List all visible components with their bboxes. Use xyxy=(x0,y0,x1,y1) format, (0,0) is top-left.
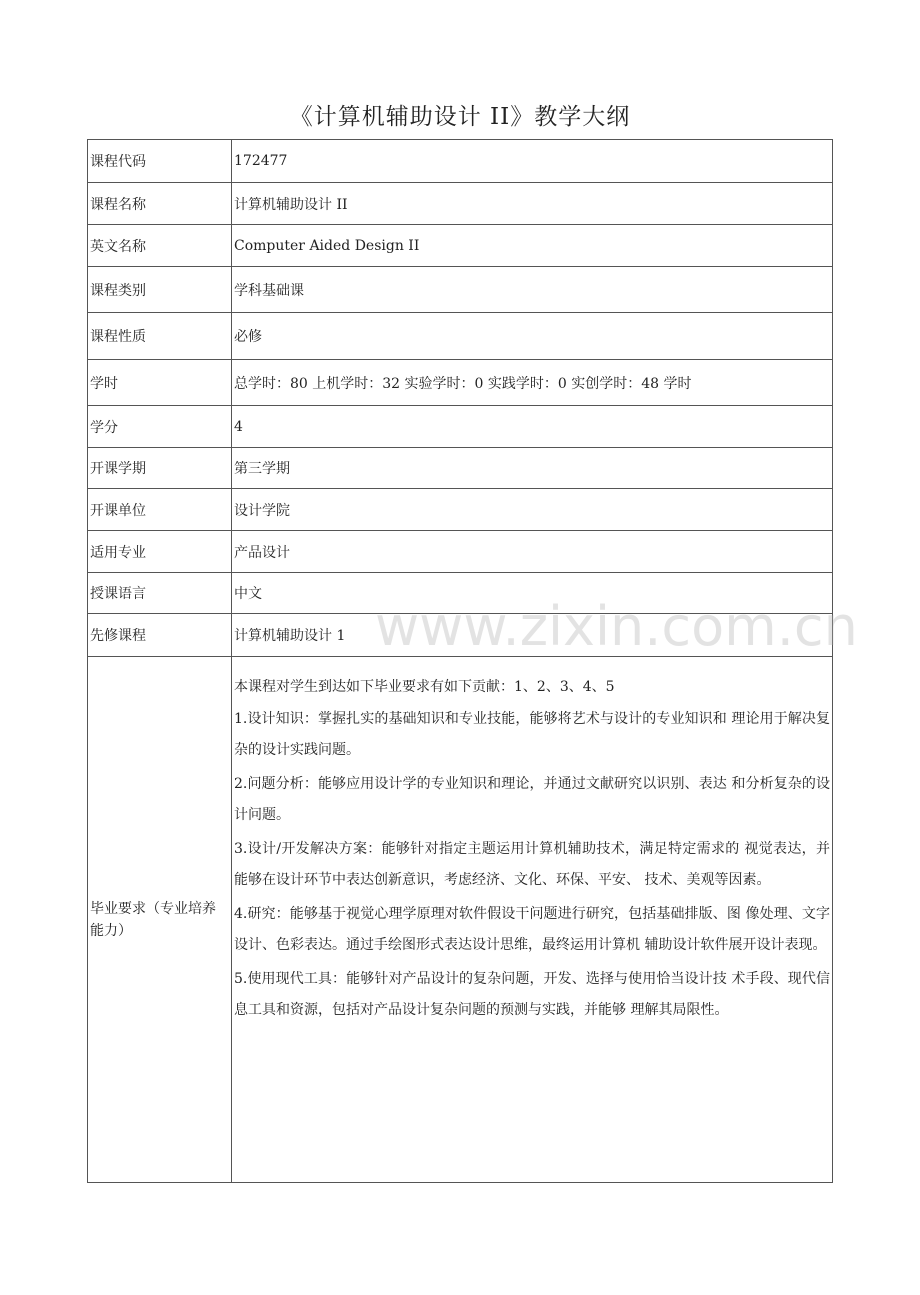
row-value: 学科基础课 xyxy=(232,267,833,313)
row-value: 设计学院 xyxy=(232,489,833,531)
row-label: 课程代码 xyxy=(88,140,232,183)
row-label: 课程类别 xyxy=(88,267,232,313)
table-row xyxy=(88,573,833,614)
table-row xyxy=(88,406,833,448)
document-title: 《计算机辅助设计 II》教学大纲 xyxy=(289,104,631,130)
row-value: 计算机辅助设计 1 xyxy=(232,614,833,657)
row-label: 学分 xyxy=(88,406,232,448)
table-row xyxy=(88,614,833,657)
graduation-label: 毕业要求（专业培养能力） xyxy=(88,657,232,1183)
row-value: 第三学期 xyxy=(232,448,833,489)
graduation-row xyxy=(88,657,833,1183)
graduation-item-3: 3.设计/开发解决方案：能够针对指定主题运用计算机辅助技术，满足特定需求的 视觉表达，并能够在设计环节中表达创新意识，考虑经济、文化、环保、平安、 技术、美观等因素。 xyxy=(234,841,830,888)
table-row xyxy=(88,448,833,489)
graduation-item-4: 4.研究：能够基于视觉心理学原理对软件假设干问题进行研究，包括基础排版、图 像处理、文字设计、色彩表达。通过手绘图形式表达设计思维，最终运用计算机 辅助设计软件展开设计表现。 xyxy=(234,906,830,953)
row-value: 计算机辅助设计 II xyxy=(232,183,833,225)
table-row xyxy=(88,140,833,183)
table-row xyxy=(88,489,833,531)
watermark-text: www.zixin.com.cn xyxy=(375,595,858,658)
table-row xyxy=(88,225,833,267)
table-row xyxy=(88,531,833,573)
graduation-item-2: 2.问题分析：能够应用设计学的专业知识和理论，并通过文献研究以识别、表达 和分析复杂的设计问题。 xyxy=(234,776,830,823)
row-value: Computer Aided Design II xyxy=(232,225,833,267)
row-value: 4 xyxy=(232,406,833,448)
graduation-intro: 本课程对学生到达如下毕业要求有如下贡献：1、2、3、4、5 xyxy=(234,679,615,695)
graduation-item-1: 1.设计知识：掌握扎实的基础知识和专业技能，能够将艺术与设计的专业知识和 理论用于解决复杂的设计实践问题。 xyxy=(234,711,830,758)
row-label: 先修课程 xyxy=(88,614,232,657)
row-label: 课程名称 xyxy=(88,183,232,225)
row-label: 授课语言 xyxy=(88,573,232,614)
row-label: 课程性质 xyxy=(88,313,232,360)
row-value: 172477 xyxy=(232,140,833,183)
row-label: 英文名称 xyxy=(88,225,232,267)
course-info-table xyxy=(87,139,833,1183)
row-value: 中文 xyxy=(232,573,833,614)
row-value: 必修 xyxy=(232,313,833,360)
graduation-content xyxy=(232,657,833,1183)
row-label: 开课学期 xyxy=(88,448,232,489)
graduation-item-5: 5.使用现代工具：能够针对产品设计的复杂问题，开发、选择与使用恰当设计技 术手段、现代信息工具和资源，包括对产品设计复杂问题的预测与实践，并能够 理解其局限性。 xyxy=(234,971,830,1018)
row-label: 开课单位 xyxy=(88,489,232,531)
table-row xyxy=(88,267,833,313)
row-label: 适用专业 xyxy=(88,531,232,573)
table-row xyxy=(88,183,833,225)
table-row xyxy=(88,360,833,406)
row-label: 学时 xyxy=(88,360,232,406)
table-row xyxy=(88,313,833,360)
row-value: 产品设计 xyxy=(232,531,833,573)
row-value: 总学时：80 上机学时：32 实验学时：0 实践学时：0 实创学时：48 学时 xyxy=(232,360,833,406)
